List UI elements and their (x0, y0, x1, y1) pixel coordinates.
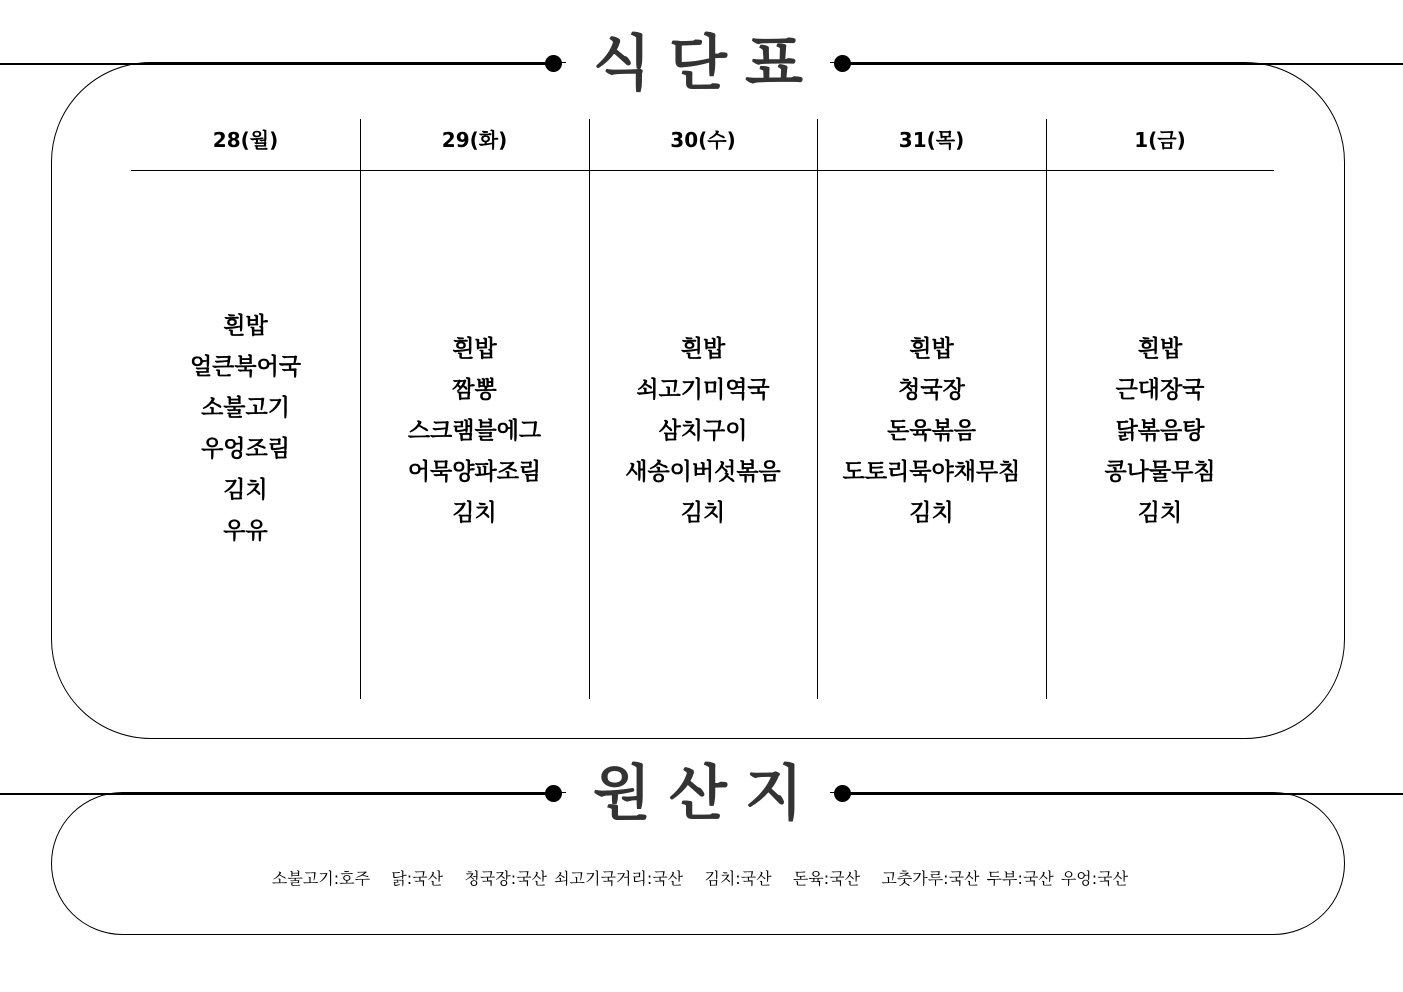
menu-item: 우엉조림 (201, 436, 290, 462)
menu-item: 얼큰북어국 (189, 354, 302, 380)
menu-item: 삼치구이 (658, 418, 748, 444)
menu-item: 김치 (680, 500, 726, 526)
menu-item: 근대장국 (1115, 377, 1205, 403)
title-dot-left (545, 785, 562, 802)
menu-title-banner (0, 24, 1403, 104)
menu-item: 흰밥 (680, 336, 726, 362)
menu-item: 닭볶음탕 (1115, 418, 1205, 444)
title-line-left (0, 63, 553, 65)
title-line-right (842, 793, 1403, 795)
menu-item: 어묵양파조림 (407, 459, 542, 485)
day-header-mon: 28(월) (212, 128, 279, 152)
day-menu-fri (1046, 329, 1274, 534)
day-menu-thu (817, 329, 1046, 534)
origin-title-banner (0, 754, 1403, 834)
title-dot-left (545, 55, 562, 72)
menu-item: 스크램블에그 (407, 418, 542, 444)
day-header-wed: 30(수) (670, 128, 736, 152)
menu-item: 돈육볶음 (887, 418, 976, 444)
origin-title: 원산지 (593, 759, 821, 829)
menu-item: 소불고기 (201, 395, 290, 421)
menu-item: 흰밥 (452, 336, 497, 362)
menu-item: 새송이버섯볶음 (625, 459, 781, 485)
menu-title: 식단표 (593, 29, 821, 99)
menu-item: 흰밥 (223, 313, 268, 339)
menu-item: 김치 (1137, 500, 1183, 526)
origin-list: 소불고기:호주 닭:국산 청국장:국산 쇠고기국거리:국산 김치:국산 돈육:국산 고춧가루:국산 두부:국산 우엉:국산 (271, 869, 1129, 888)
title-line-left (0, 793, 553, 795)
menu-item: 김치 (223, 477, 268, 503)
day-menu-wed (589, 329, 817, 534)
menu-item: 우유 (223, 518, 268, 544)
menu-item: 김치 (452, 500, 497, 526)
menu-item: 짬뽕 (452, 377, 497, 403)
menu-item: 도토리묵야채무침 (842, 459, 1021, 485)
menu-item: 쇠고기미역국 (636, 377, 770, 403)
menu-item: 흰밥 (1137, 336, 1183, 362)
title-dot-right (834, 55, 851, 72)
day-menu-tue (360, 329, 589, 534)
menu-item: 김치 (909, 500, 954, 526)
day-menu-mon (131, 306, 360, 552)
header-divider (131, 170, 1274, 171)
day-header-fri: 1(금) (1134, 128, 1186, 152)
menu-item: 흰밥 (909, 336, 954, 362)
title-line-right (842, 63, 1403, 65)
menu-item: 콩나물무침 (1104, 459, 1216, 485)
title-dot-right (834, 785, 851, 802)
day-header-tue: 29(화) (441, 128, 508, 152)
day-header-thu: 31(목) (898, 128, 965, 152)
menu-item: 청국장 (898, 377, 965, 403)
